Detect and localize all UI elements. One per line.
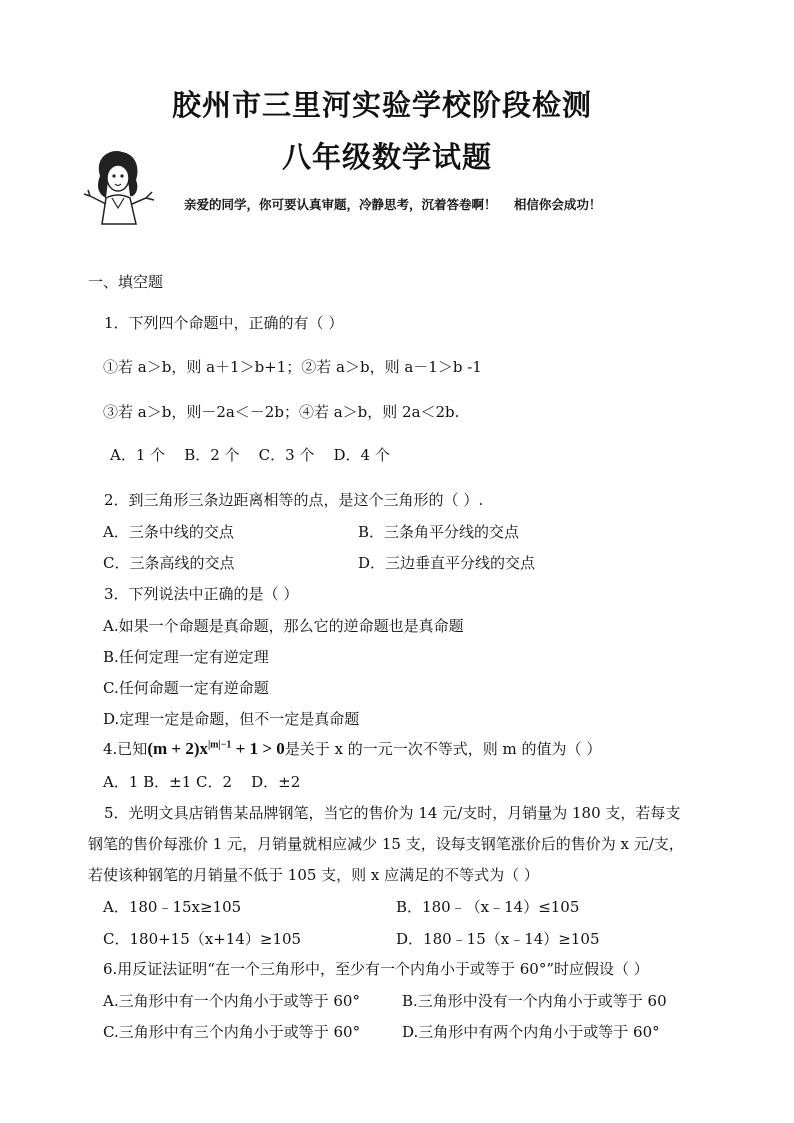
q5-line-1: 5．光明文具店销售某品牌钢笔，当它的售价为 14 元/支时，月销量为 180 支，若每支 bbox=[104, 804, 681, 822]
q2-option-d: D．三边垂直平分线的交点 bbox=[358, 554, 536, 572]
title-line-2: 八年级数学试题 bbox=[282, 140, 493, 174]
q3-stem: 3．下列说法中正确的是（ ） bbox=[104, 585, 299, 603]
encouragement-text: 亲爱的同学，你可要认真审题，冷静思考，沉着答卷啊！ 相信你会成功！ bbox=[184, 197, 602, 212]
q2-option-a: A．三条中线的交点 bbox=[103, 523, 234, 541]
title-line-1: 胶州市三里河实验学校阶段检测 bbox=[172, 88, 593, 122]
q4-stem bbox=[103, 738, 601, 759]
q6-option-a: A.三角形中有一个内角小于或等于 60° bbox=[103, 992, 360, 1010]
q6-stem: 6.用反证法证明“在一个三角形中，至少有一个内角小于或等于 60°”时应假设（ ） bbox=[103, 960, 649, 978]
q6-option-c: C.三角形中有三个内角小于或等于 60° bbox=[103, 1023, 361, 1041]
cartoon-girl-icon bbox=[80, 146, 160, 226]
q1-stem: 1．下列四个命题中，正确的有（ ） bbox=[104, 314, 344, 332]
q5-option-c: C．180+15（x+14）≥105 bbox=[103, 930, 302, 948]
q4-math-base: (m + 2)x bbox=[147, 739, 208, 758]
q3-option-d: D.定理一定是命题，但不一定是真命题 bbox=[103, 710, 360, 728]
q6-option-b: B.三角形中没有一个内角小于或等于 60 bbox=[402, 992, 667, 1010]
q5-line-2: 钢笔的售价每涨价 1 元，月销量就相应减少 15 支，设每支钢笔涨价后的售价为 x 元/支， bbox=[88, 835, 684, 853]
q5-line-3: 若使该种钢笔的月销量不低于 105 支，则 x 应满足的不等式为（ ） bbox=[88, 866, 539, 884]
q5-option-a: A．180﹣15x≥105 bbox=[103, 898, 242, 916]
q4-options: A．1 B．±1 C．2 D．±2 bbox=[103, 773, 301, 791]
q3-option-a: A.如果一个命题是真命题，那么它的逆命题也是真命题 bbox=[103, 617, 464, 635]
q2-option-c: C．三条高线的交点 bbox=[103, 554, 235, 572]
q1-options: A．1 个 B．2 个 C．3 个 D．4 个 bbox=[110, 446, 390, 464]
q1-statement-1-2: ①若 a＞b，则 a＋1＞b+1；②若 a＞b，则 a－1＞b -1 bbox=[103, 358, 482, 376]
q4-math-exponent: |m|−1 bbox=[207, 739, 232, 751]
q4-math-tail: + 1 > 0 bbox=[231, 739, 285, 758]
q4-prefix: 4.已知 bbox=[103, 740, 148, 758]
section-heading: 一、填空题 bbox=[88, 273, 164, 291]
q1-statement-3-4: ③若 a＞b，则－2a＜－2b；④若 a＞b，则 2a＜2b. bbox=[103, 403, 460, 421]
q2-option-b: B．三条角平分线的交点 bbox=[358, 523, 520, 541]
q2-stem: 2．到三角形三条边距离相等的点，是这个三角形的（ ）. bbox=[104, 491, 484, 509]
q3-option-b: B.任何定理一定有逆定理 bbox=[103, 648, 269, 666]
q4-inequality-expression bbox=[147, 739, 284, 759]
q6-option-d: D.三角形中有两个内角小于或等于 60° bbox=[402, 1023, 660, 1041]
q3-option-c: C.任何命题一定有逆命题 bbox=[103, 679, 269, 697]
q4-suffix: 是关于 x 的一元一次不等式，则 m 的值为（ ） bbox=[284, 740, 602, 758]
q5-option-b: B．180﹣（x﹣14）≤105 bbox=[396, 898, 580, 916]
q5-option-d: D．180﹣15（x﹣14）≥105 bbox=[396, 930, 600, 948]
